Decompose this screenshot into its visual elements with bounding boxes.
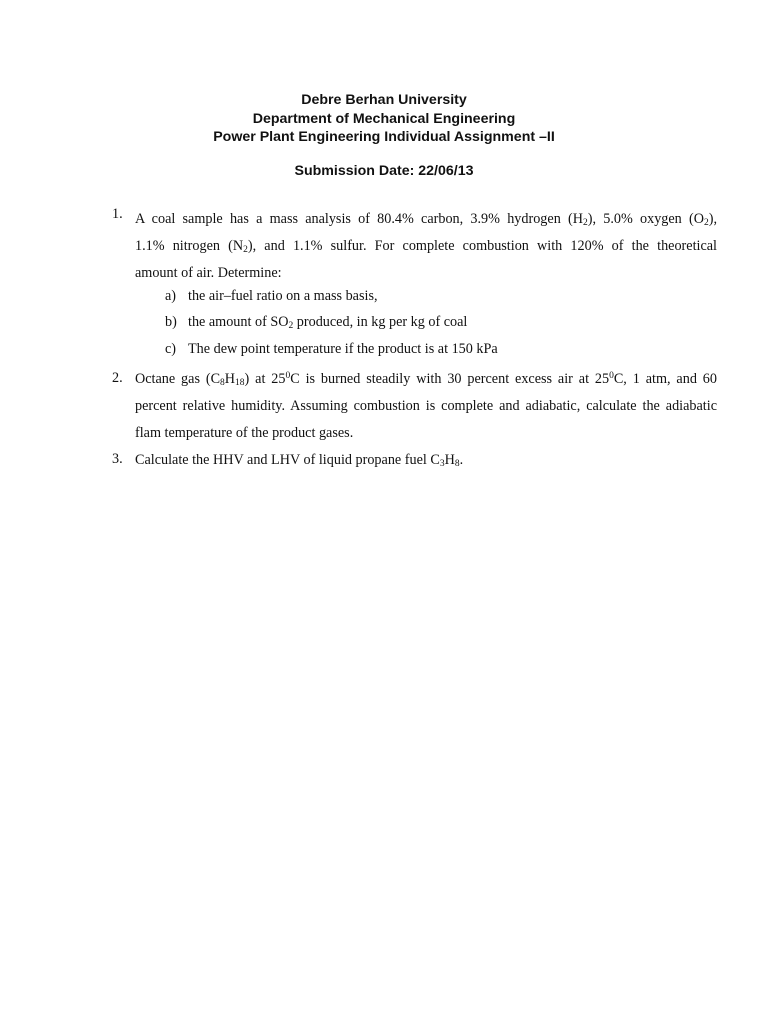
question-number: 1. — [112, 206, 123, 222]
question-number: 3. — [112, 451, 123, 467]
question-text — [135, 366, 717, 446]
department-name: Department of Mechanical Engineering — [252, 110, 516, 127]
university-name: Debre Berhan University — [301, 92, 467, 108]
subitem-letter: b) — [165, 314, 177, 330]
submission-date: Submission Date: 22/06/13 — [294, 163, 474, 179]
question-line: A coal sample has a mass analysis of 80.4% carbon, 3.9% hydrogen $(H_2)$, 5.0% oxygen $(O_2)$, — [135, 211, 717, 228]
question-line: 1.1% nitrogen $(N_2)$, and 1.1% sulfur. For complete combustion with 120% of the theoretical — [135, 237, 717, 255]
document-header — [0, 91, 768, 147]
subitem-letter: c) — [165, 341, 177, 357]
subitem-text: the air–fuel ratio on a mass basis, — [188, 288, 378, 304]
question-line: flam temperature of the product gases. — [135, 424, 354, 441]
question-line: Octane gas $(C_8H_{18})$ at $25^0C$ is burned steadily with 30 percent excess air at $25^0C$, 1 atm, and 60 — [135, 371, 717, 388]
assignment-title: Power Plant Engineering Individual Assignment –II — [213, 129, 555, 145]
question-line: percent relative humidity. Assuming combustion is complete and adiabatic, calculate the adiabatic — [135, 397, 717, 414]
question-line: Calculate the HHV and LHV of liquid propane fuel $C_3H_8$. — [135, 452, 464, 469]
subitem-text: the amount of $SO_2$ produced, in kg per kg of coal — [188, 314, 468, 331]
subitem-text: The dew point temperature if the product is at 150 kPa — [188, 341, 498, 357]
question-line: amount of air. Determine: — [135, 264, 282, 281]
question-text — [135, 447, 717, 474]
subitem-letter: a) — [165, 288, 177, 304]
question-text — [135, 206, 717, 286]
question-number: 2. — [112, 370, 123, 386]
